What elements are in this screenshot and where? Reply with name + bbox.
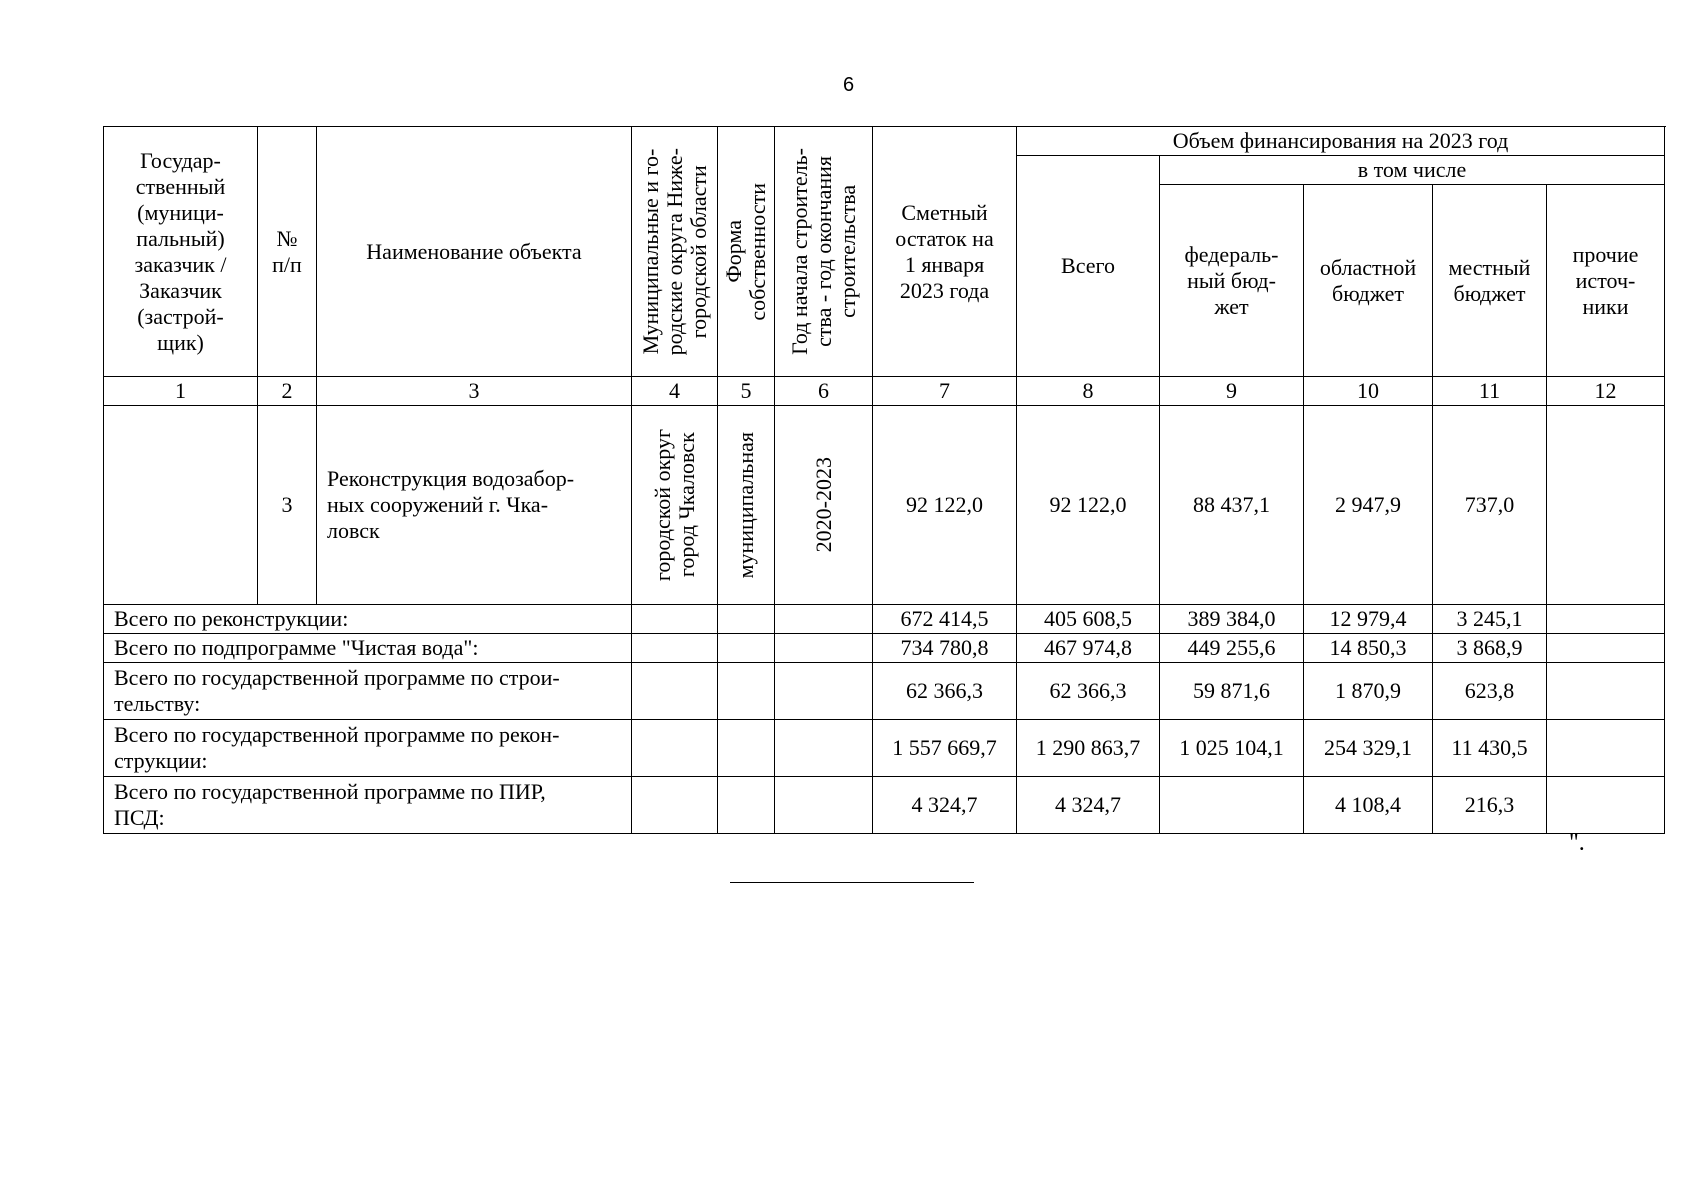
totals-total: 4 324,7 [1017,777,1160,834]
totals-local: 216,3 [1433,777,1547,834]
object-row [104,406,1665,605]
header-ownership: Форма собственности [718,127,775,377]
column-number: 5 [718,377,775,406]
totals-remaining: 4 324,7 [873,777,1017,834]
column-number: 10 [1304,377,1433,406]
totals-federal: 449 255,6 [1160,634,1304,663]
empty-cell [718,777,775,834]
totals-federal: 59 871,6 [1160,663,1304,720]
totals-local: 11 430,5 [1433,720,1547,777]
object-other [1547,406,1665,605]
totals-federal: 389 384,0 [1160,605,1304,634]
totals-local: 3 868,9 [1433,634,1547,663]
totals-label: Всего по реконструкции: [104,605,632,634]
empty-cell [718,605,775,634]
empty-cell [718,663,775,720]
column-number: 1 [104,377,258,406]
header-financing: Объем финансирования на 2023 год [1017,127,1665,156]
totals-other [1547,720,1665,777]
end-rule [730,882,974,883]
column-number: 8 [1017,377,1160,406]
object-regional: 2 947,9 [1304,406,1433,605]
empty-cell [718,720,775,777]
header-number: № п/п [258,127,317,377]
totals-row [104,777,1665,834]
totals-other [1547,634,1665,663]
totals-total: 405 608,5 [1017,605,1160,634]
totals-other [1547,663,1665,720]
header-district: Муниципальные и го- родские округа Ниже- городской области [632,127,718,377]
totals-local: 623,8 [1433,663,1547,720]
object-name: Реконструкция водозабор- ных сооружений г. Чка- ловск [317,406,632,605]
totals-regional: 12 979,4 [1304,605,1433,634]
totals-other [1547,605,1665,634]
totals-total: 62 366,3 [1017,663,1160,720]
totals-label: Всего по государственной программе по ПИР, ПСД: [104,777,632,834]
column-number: 2 [258,377,317,406]
totals-regional: 1 870,9 [1304,663,1433,720]
header-remaining: Сметный остаток на 1 января 2023 года [873,127,1017,377]
object-federal: 88 437,1 [1160,406,1304,605]
totals-local: 3 245,1 [1433,605,1547,634]
totals-label: Всего по государственной программе по рекон- струкции: [104,720,632,777]
header-including: в том числе [1160,156,1665,185]
object-ownership: муниципальная [718,406,775,605]
header-object-name: Наименование объекта [317,127,632,377]
column-number: 12 [1547,377,1665,406]
object-remaining: 92 122,0 [873,406,1017,605]
object-local: 737,0 [1433,406,1547,605]
empty-cell [775,663,873,720]
empty-cell [632,777,718,834]
page-number: 6 [842,74,855,96]
totals-remaining: 734 780,8 [873,634,1017,663]
column-number: 4 [632,377,718,406]
column-number: 9 [1160,377,1304,406]
totals-row [104,605,1665,634]
financing-table [103,126,1665,834]
header-years: Год начала строитель- ства - год окончания строительства [775,127,873,377]
totals-row [104,634,1665,663]
totals-row [104,663,1665,720]
empty-cell [775,777,873,834]
totals-regional: 4 108,4 [1304,777,1433,834]
header-total: Всего [1017,156,1160,377]
object-customer [104,406,258,605]
header-local: местный бюджет [1433,185,1547,377]
totals-regional: 254 329,1 [1304,720,1433,777]
object-district: городской округ город Чкаловск [632,406,718,605]
column-number: 6 [775,377,873,406]
column-number: 7 [873,377,1017,406]
header-regional: областной бюджет [1304,185,1433,377]
empty-cell [718,634,775,663]
totals-label: Всего по подпрограмме "Чистая вода": [104,634,632,663]
object-total: 92 122,0 [1017,406,1160,605]
totals-other [1547,777,1665,834]
object-number: 3 [258,406,317,605]
totals-remaining: 1 557 669,7 [873,720,1017,777]
column-numbers-row [104,377,1665,406]
totals-label: Всего по государственной программе по строи- тельству: [104,663,632,720]
header-other: прочие источ- ники [1547,185,1665,377]
object-years: 2020-2023 [775,406,873,605]
column-number: 11 [1433,377,1547,406]
totals-regional: 14 850,3 [1304,634,1433,663]
closing-quote-mark: ". [1569,830,1585,856]
totals-row [104,720,1665,777]
empty-cell [775,634,873,663]
empty-cell [632,720,718,777]
empty-cell [632,663,718,720]
empty-cell [775,720,873,777]
header-federal: федераль- ный бюд- жет [1160,185,1304,377]
header-customer: Государ- ственный (муници- пальный) заказчик / Заказчик (застрой- щик) [104,127,258,377]
empty-cell [632,605,718,634]
column-number: 3 [317,377,632,406]
empty-cell [775,605,873,634]
totals-federal [1160,777,1304,834]
totals-remaining: 672 414,5 [873,605,1017,634]
empty-cell [632,634,718,663]
totals-remaining: 62 366,3 [873,663,1017,720]
totals-total: 1 290 863,7 [1017,720,1160,777]
totals-federal: 1 025 104,1 [1160,720,1304,777]
totals-total: 467 974,8 [1017,634,1160,663]
